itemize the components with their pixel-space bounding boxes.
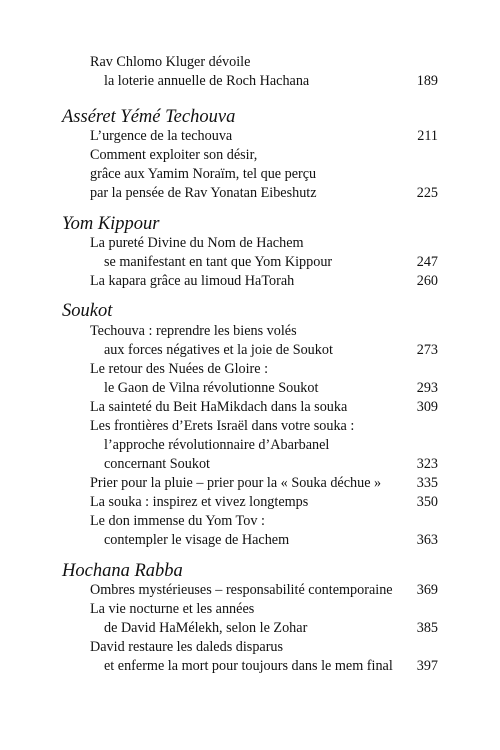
- toc-entry-line: [0, 126, 500, 146]
- toc-entry-text: Le retour des Nuées de Gloire :: [90, 361, 269, 377]
- toc-entry-text: Prier pour la pluie – prier pour la « Souka déchue »: [90, 475, 382, 491]
- section-heading: Hochana Rabba: [62, 561, 183, 581]
- toc-entry-text: contempler le visage de Hachem: [104, 532, 290, 548]
- toc-page-number: 293: [416, 380, 438, 396]
- toc-entry-line: [0, 271, 500, 291]
- section-heading: Soukot: [62, 301, 113, 321]
- toc-page-number: 189: [416, 73, 438, 89]
- toc-entry-line: [0, 492, 500, 512]
- toc-entry-line: [0, 145, 500, 165]
- toc-entry-line: [0, 435, 500, 455]
- toc-entry-text: et enferme la mort pour toujours dans le mem final: [104, 658, 393, 674]
- toc-entry-text: Les frontières d’Erets Israël dans votre souka :: [90, 418, 355, 434]
- toc-entry-line: [0, 637, 500, 657]
- section-heading: Yom Kippour: [62, 214, 160, 234]
- toc-entry-line: [0, 599, 500, 619]
- toc-entry-text: Rav Chlomo Kluger dévoile: [90, 54, 251, 70]
- toc-page-number: 385: [416, 620, 438, 636]
- toc-entry-text: se manifestant en tant que Yom Kippour: [104, 254, 333, 270]
- toc-page-number: 397: [416, 658, 438, 674]
- toc-page-number: 211: [417, 128, 438, 144]
- toc-entry-line: [0, 71, 500, 91]
- toc-entry-text: concernant Soukot: [104, 456, 210, 472]
- toc-page-number: 369: [416, 582, 438, 598]
- toc-entry-line: [0, 359, 500, 379]
- toc-entry-text: l’approche révolutionnaire d’Abarbanel: [104, 437, 330, 453]
- toc-entry-text: grâce aux Yamim Noraïm, tel que perçu: [90, 166, 317, 182]
- toc-entry-text: La pureté Divine du Nom de Hachem: [90, 235, 304, 251]
- toc-entry-text: Le don immense du Yom Tov :: [90, 513, 265, 529]
- toc-entry-line: [0, 397, 500, 417]
- toc-page-number: 260: [416, 273, 438, 289]
- toc-entry-text: David restaure les daleds disparus: [90, 639, 284, 655]
- toc-entry-line: [0, 454, 500, 474]
- toc-entry-text: La sainteté du Beit HaMikdach dans la souka: [90, 399, 348, 415]
- toc-entry-text: Ombres mystérieuses – responsabilité contemporaine: [90, 582, 393, 598]
- toc-entry-line: [0, 378, 500, 398]
- toc-entry-line: [0, 416, 500, 436]
- toc-entry-text: Techouva : reprendre les biens volés: [90, 323, 297, 339]
- toc-entry-line: [0, 164, 500, 184]
- toc-page-number: 273: [416, 342, 438, 358]
- toc-entry-line: [0, 321, 500, 341]
- toc-page-number: 309: [416, 399, 438, 415]
- toc-entry-text: La vie nocturne et les années: [90, 601, 255, 617]
- toc-entry-line: [0, 183, 500, 203]
- toc-entry-text: la loterie annuelle de Roch Hachana: [104, 73, 310, 89]
- toc-entry-text: le Gaon de Vilna révolutionne Soukot: [104, 380, 319, 396]
- toc-entry-line: [0, 511, 500, 531]
- toc-entry-line: [0, 473, 500, 493]
- toc-page-number: 323: [416, 456, 438, 472]
- toc-entry-line: [0, 233, 500, 253]
- toc-page-number: 225: [416, 185, 438, 201]
- toc-page-number: 247: [416, 254, 438, 270]
- toc-entry-text: La kapara grâce au limoud HaTorah: [90, 273, 295, 289]
- toc-entry-line: [0, 340, 500, 360]
- toc-page-number: 350: [416, 494, 438, 510]
- toc-entry-text: Comment exploiter son désir,: [90, 147, 258, 163]
- toc-entry-line: [0, 580, 500, 600]
- toc-entry-text: La souka : inspirez et vivez longtemps: [90, 494, 309, 510]
- toc-entry-line: [0, 656, 500, 676]
- toc-entry-text: de David HaMélekh, selon le Zohar: [104, 620, 308, 636]
- toc-entry-line: [0, 618, 500, 638]
- toc-page-number: 363: [416, 532, 438, 548]
- toc-entry-text: L’urgence de la techouva: [90, 128, 233, 144]
- toc-page-number: 335: [416, 475, 438, 491]
- toc-entry-text: par la pensée de Rav Yonatan Eibeshutz: [90, 185, 317, 201]
- toc-entry-line: [0, 52, 500, 72]
- toc-entry-line: [0, 530, 500, 550]
- section-heading: Asséret Yémé Techouva: [62, 107, 236, 127]
- toc-entry-line: [0, 252, 500, 272]
- toc-entry-text: aux forces négatives et la joie de Soukot: [104, 342, 333, 358]
